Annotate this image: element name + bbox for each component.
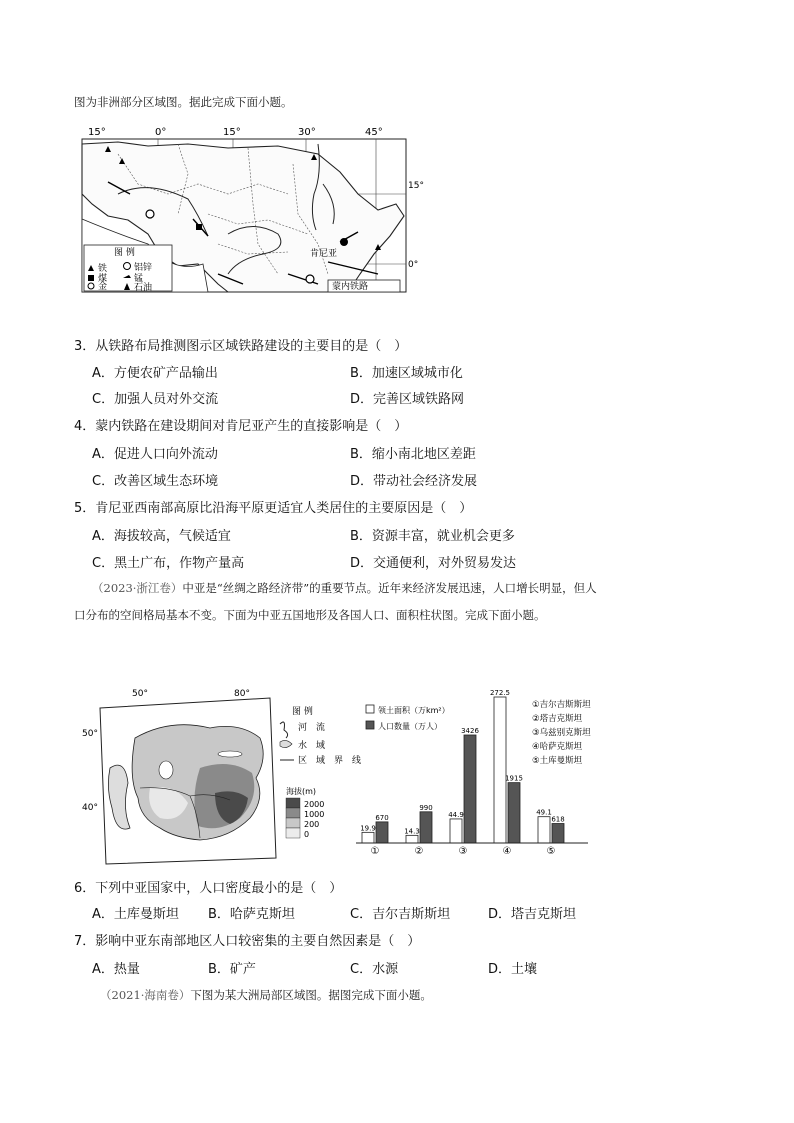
q6-option-b[interactable]: B．哈萨克斯坦 <box>208 907 295 922</box>
legend-title: 图 例 <box>114 248 135 258</box>
ca-elev-level: 0 <box>304 830 310 839</box>
bar-area <box>406 835 418 843</box>
category-label: ① <box>370 846 380 857</box>
bar-population <box>552 824 564 843</box>
africa-map <box>78 124 424 296</box>
map-lon-label: 0° <box>155 127 167 138</box>
ca-elev-level: 2000 <box>304 800 325 809</box>
bar-population <box>376 822 388 843</box>
label-railway: 蒙内铁路 <box>332 282 369 292</box>
bar-value-label: 1915 <box>505 774 523 783</box>
q5-option-a[interactable]: A．海拔较高，气候适宜 <box>92 529 231 544</box>
map-lon-label: 15° <box>223 127 241 138</box>
bar-value-label: 44.9 <box>448 810 464 819</box>
bar-value-label: 19.9 <box>360 824 376 833</box>
q5-option-d[interactable]: D．交通便利，对外贸易发达 <box>350 556 517 571</box>
bar-value-label: 670 <box>375 813 389 822</box>
category-label: ⑤ <box>546 846 556 857</box>
q4-option-c[interactable]: C．改善区域生态环境 <box>92 474 219 489</box>
q5-option-c[interactable]: C．黑土广布，作物产量高 <box>92 556 245 571</box>
bar-value-label: 3426 <box>461 727 479 735</box>
bar-value-label: 49.1 <box>536 808 552 817</box>
country-legend-item: ④哈萨克斯坦 <box>532 742 583 752</box>
q5-option-b[interactable]: B．资源丰富，就业机会更多 <box>350 529 515 544</box>
country-legend-item: ⑤土库曼斯坦 <box>532 756 583 766</box>
q4-option-b[interactable]: B．缩小南北地区差距 <box>350 447 476 462</box>
q6-option-d[interactable]: D．塔吉克斯坦 <box>488 907 577 922</box>
question-7-stem: 7．影响中亚东南部地区人口较密集的主要自然因素是（ ） <box>74 934 421 949</box>
map-lon-label: 45° <box>365 127 383 138</box>
bar-area <box>450 819 462 843</box>
question-3-stem: 3．从铁路布局推测图示区域铁路建设的主要目的是（ ） <box>74 339 408 354</box>
bar-area <box>362 832 374 843</box>
label-kenya: 肯尼亚 <box>310 249 338 259</box>
q3-option-c[interactable]: C．加强人员对外交流 <box>92 392 219 407</box>
intro-text-1: 图为非洲部分区域图。据此完成下面小题。 <box>74 95 293 109</box>
intro-text-2-line1 <box>92 580 732 596</box>
legend-al-zn: 铝锌 <box>134 263 153 273</box>
ca-elev-level: 200 <box>304 820 320 829</box>
legend-iron: 铁 <box>98 264 108 274</box>
map-lat-label: 0° <box>408 260 419 270</box>
map-lat-label: 15° <box>408 181 424 191</box>
legend-gold: 金 <box>98 282 108 292</box>
q6-option-c[interactable]: C．吉尔吉斯斯坦 <box>350 907 451 922</box>
intro-text-2-line2: 口分布的空间格局基本不变。下面为中亚五国地形及各国人口、面积柱状图。完成下面小题。 <box>74 608 546 622</box>
ca-legend-title: 图 例 <box>292 707 313 717</box>
q7-option-a[interactable]: A．热量 <box>92 962 140 977</box>
ca-elev-title: 海拔(m) <box>286 787 317 796</box>
ca-lat-label: 40° <box>82 803 98 813</box>
bar-value-label: 990 <box>419 803 433 812</box>
q6-option-a[interactable]: A．土库曼斯坦 <box>92 907 179 922</box>
question-5-stem: 5．肯尼亚西南部高原比沿海平原更适宜人类居住的主要原因是（ ） <box>74 501 473 516</box>
ca-lat-label: 50° <box>82 729 98 739</box>
q4-option-a[interactable]: A．促进人口向外流动 <box>92 447 218 462</box>
country-legend-item: ③乌兹别克斯坦 <box>532 728 591 738</box>
bar-value-label: 618 <box>551 815 565 824</box>
ca-legend-river: 河 流 <box>298 723 326 733</box>
bar-area <box>494 697 506 843</box>
ca-legend-border: 区 域 界 线 <box>298 756 362 766</box>
population-area-chart <box>352 689 612 857</box>
legend-mn: 锰 <box>134 274 144 284</box>
q7-option-d[interactable]: D．土壤 <box>488 962 538 977</box>
map-lon-label: 30° <box>298 127 316 138</box>
q3-option-a[interactable]: A．方便农矿产品输出 <box>92 366 218 381</box>
q4-option-d[interactable]: D．带动社会经济发展 <box>350 474 478 489</box>
question-4-stem: 4．蒙内铁路在建设期间对肯尼亚产生的直接影响是（ ） <box>74 419 408 434</box>
bar-value-label: 272.5 <box>489 689 511 697</box>
country-legend-item: ②塔吉克斯坦 <box>532 714 583 724</box>
q7-option-c[interactable]: C．水源 <box>350 962 399 977</box>
intro-body: 下图为某大洲局部区域图。据图完成下面小题。 <box>190 988 432 1002</box>
series-legend-population: 人口数量（万人） <box>378 722 442 731</box>
category-label: ④ <box>502 846 512 857</box>
bar-population <box>420 812 432 843</box>
intro-body: 中亚是“丝绸之路经济带”的重要节点。近年来经济发展迅速，人口增长明显，但人 <box>182 581 597 595</box>
source-tag: （2023·浙江卷） <box>92 581 183 595</box>
question-6-stem: 6．下列中亚国家中，人口密度最小的是（ ） <box>74 881 343 896</box>
bar-value-label: 14.3 <box>404 827 420 836</box>
ca-legend-water: 水 域 <box>298 741 326 751</box>
ca-elev-level: 1000 <box>304 810 325 819</box>
ca-lon-label: 50° <box>132 689 148 699</box>
category-label: ② <box>414 846 424 857</box>
central-asia-map <box>80 688 362 866</box>
q7-option-b[interactable]: B．矿产 <box>208 962 256 977</box>
bar-population <box>464 735 476 843</box>
source-tag: （2021·海南卷） <box>100 988 191 1002</box>
q3-option-d[interactable]: D．完善区域铁路网 <box>350 392 465 407</box>
map-lon-label: 15° <box>88 127 106 138</box>
category-label: ③ <box>458 846 468 857</box>
bar-population <box>508 783 520 843</box>
legend-oil: 石油 <box>134 283 153 293</box>
intro-text-3 <box>100 987 432 1003</box>
q3-option-b[interactable]: B．加速区域城市化 <box>350 366 463 381</box>
country-legend-item: ①吉尔吉斯斯坦 <box>532 700 591 710</box>
bar-area <box>538 817 550 843</box>
series-legend-area: 领土面积（万km²） <box>378 706 450 715</box>
ca-lon-label: 80° <box>234 689 250 699</box>
legend-coal: 煤 <box>98 274 108 284</box>
